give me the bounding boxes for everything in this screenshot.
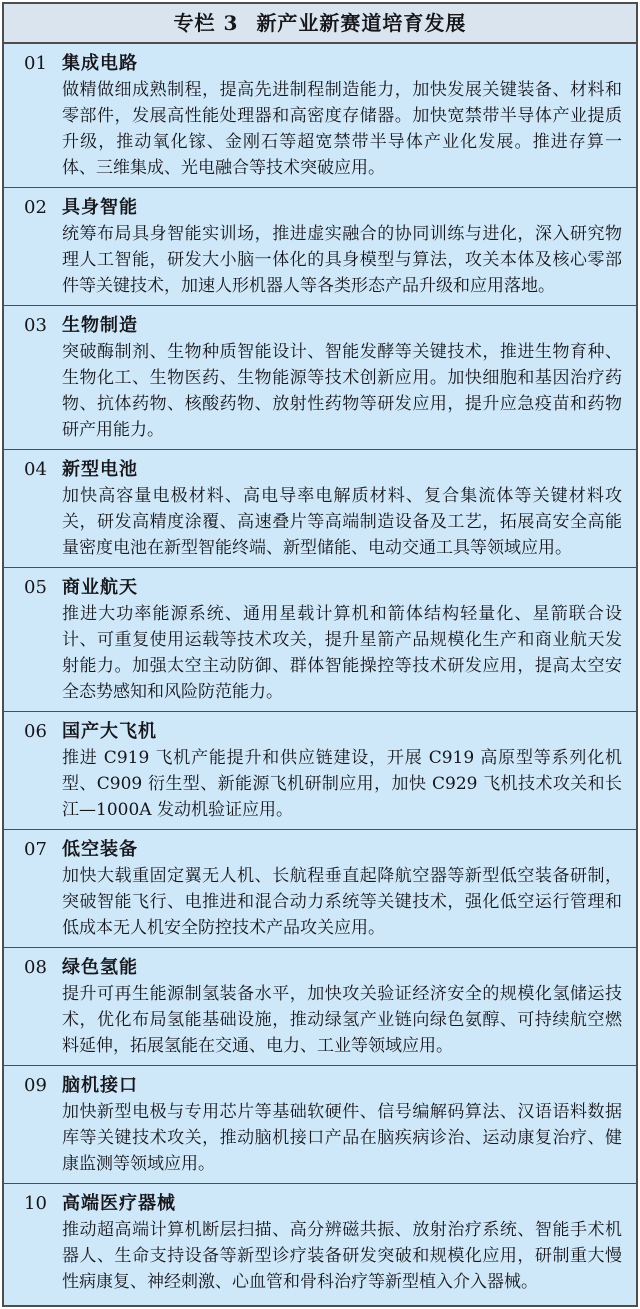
section-number: 01	[24, 53, 47, 74]
section-body: 加快新型电极与专用芯片等基础软硬件、信号编解码算法、汉语语料数据库等关键技术攻关，推动脑机接口产品在脑疾病诊治、运动康复治疗、健康监测等领域应用。	[62, 1102, 622, 1174]
section-title: 商业航天	[62, 577, 138, 598]
section-body: 推进 C919 飞机产能提升和供应链建设，开展 C919 高原型等系列化机型、C909 衍生型、新能源飞机研制应用，加快 C929 飞机技术攻关和长江—1000A 发动机验证应用。	[62, 748, 622, 820]
section-title: 脑机接口	[62, 1075, 138, 1096]
section-row	[4, 568, 636, 712]
section-head	[24, 575, 622, 601]
section-body: 推进大功率能源系统、通用星载计算机和箭体结构轻量化、星箭联合设计、可重复使用运载等技术攻关，提升星箭产品规模化生产和商业航天发射能力。加强太空主动防御、群体智能操控等技术研发应用，提高太空安全态势感知和风险防范能力。	[62, 604, 622, 702]
section-row	[4, 948, 636, 1066]
section-head	[24, 837, 622, 863]
section-title: 具身智能	[62, 197, 138, 218]
section-body: 推动超高端计算机断层扫描、高分辨磁共振、放射治疗系统、智能手术机器人、生命支持设备等新型诊疗装备研发突破和规模化应用，研制重大慢性病康复、神经刺激、心血管和骨科治疗等新型植入介入器械。	[62, 1220, 622, 1292]
section-body: 加快高容量电极材料、高电导率电解质材料、复合集流体等关键材料攻关，研发高精度涂覆、高速叠片等高端制造设备及工艺，拓展高安全高能量密度电池在新型智能终端、新型储能、电动交通工具等领域应用。	[62, 486, 622, 558]
section-head	[24, 313, 622, 339]
section-number: 06	[24, 721, 47, 742]
section-number: 02	[24, 197, 47, 218]
section-head	[24, 1073, 622, 1099]
section-row	[4, 188, 636, 306]
section-title: 绿色氢能	[62, 957, 138, 978]
section-head	[24, 195, 622, 221]
section-number: 08	[24, 957, 47, 978]
section-number: 04	[24, 459, 47, 480]
section-row	[4, 1184, 636, 1301]
section-head	[24, 955, 622, 981]
section-title: 集成电路	[62, 53, 138, 74]
section-row	[4, 830, 636, 948]
section-body: 突破酶制剂、生物种质智能设计、智能发酵等关键技术，推进生物育种、生物化工、生物医药、生物能源等技术创新应用。加快细胞和基因治疗药物、抗体药物、核酸药物、放射性药物等研发应用，提升应急疫苗和药物研产用能力。	[62, 342, 622, 440]
section-number: 10	[24, 1193, 47, 1214]
section-list	[4, 44, 636, 1301]
section-number: 05	[24, 577, 47, 598]
column-box	[2, 2, 638, 1307]
section-row	[4, 44, 636, 188]
section-row	[4, 712, 636, 830]
section-head	[24, 719, 622, 745]
section-row	[4, 450, 636, 568]
section-head	[24, 1191, 622, 1217]
panel-header-label: 专栏 3	[173, 11, 239, 35]
section-body: 加快大载重固定翼无人机、长航程垂直起降航空器等新型低空装备研制，突破智能飞行、电推进和混合动力系统等关键技术，强化低空运行管理和低成本无人机安全防控技术产品攻关应用。	[62, 866, 622, 938]
section-head	[24, 51, 622, 77]
section-title: 高端医疗器械	[62, 1193, 176, 1214]
section-body: 提升可再生能源制氢装备水平，加快攻关验证经济安全的规模化氢储运技术，优化布局氢能基础设施，推动绿氢产业链向绿色氨醇、可持续航空燃料延伸，拓展氢能在交通、电力、工业等领域应用。	[62, 984, 622, 1056]
section-number: 03	[24, 315, 47, 336]
section-body: 统筹布局具身智能实训场，推进虚实融合的协同训练与进化，深入研究物理人工智能，研发大小脑一体化的具身模型与算法，攻关本体及核心零部件等关键技术，加速人形机器人等各类形态产品升级和应用落地。	[62, 224, 622, 296]
section-body: 做精做细成熟制程，提高先进制程制造能力，加快发展关键装备、材料和零部件，发展高性能处理器和高密度存储器。加快宽禁带半导体产业提质升级，推动氧化镓、金刚石等超宽禁带半导体产业化发展。推进存算一体、三维集成、光电融合等技术突破应用。	[62, 80, 622, 178]
section-title: 低空装备	[62, 839, 138, 860]
section-number: 09	[24, 1075, 47, 1096]
section-head	[24, 457, 622, 483]
section-row	[4, 306, 636, 450]
section-title: 国产大飞机	[62, 721, 157, 742]
section-row	[4, 1066, 636, 1184]
section-number: 07	[24, 839, 47, 860]
section-title: 新型电池	[62, 459, 138, 480]
panel-header-title: 新产业新赛道培育发展	[256, 11, 467, 35]
panel-header	[4, 4, 636, 44]
section-title: 生物制造	[62, 315, 138, 336]
